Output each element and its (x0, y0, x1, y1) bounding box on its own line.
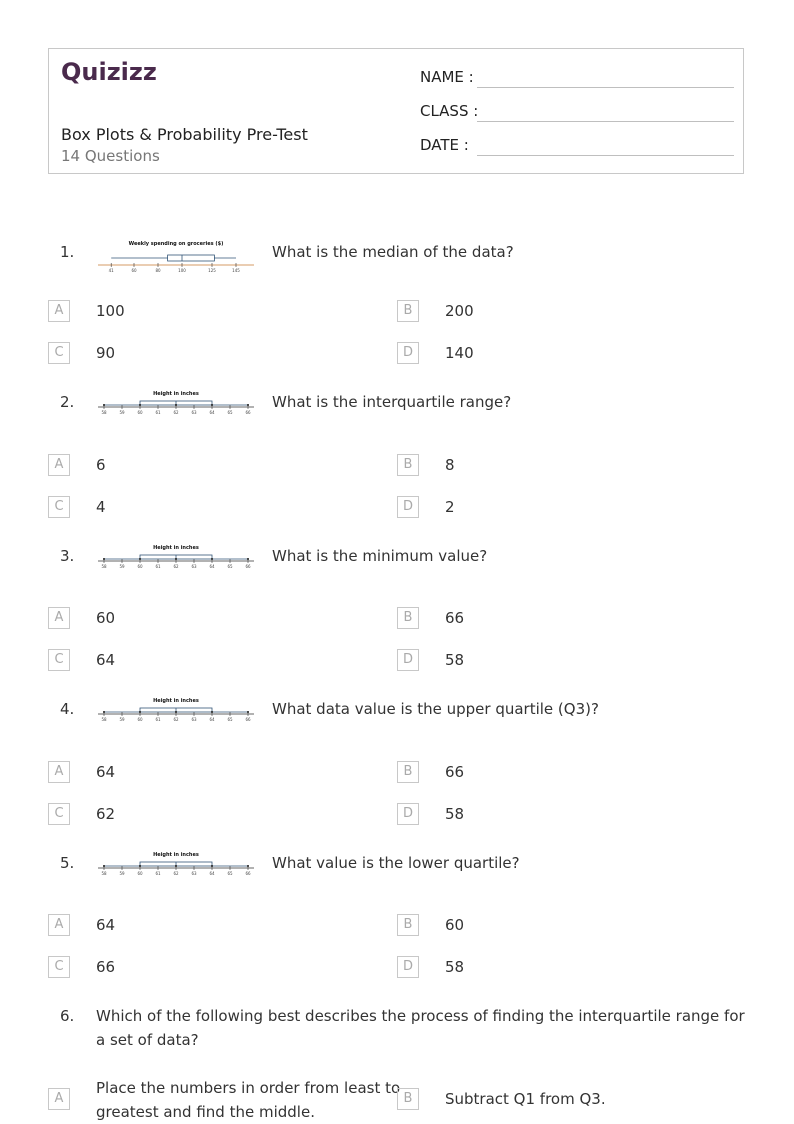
figure-title: Height in inches (153, 852, 199, 858)
tick-label: 64 (209, 717, 215, 722)
tick-label: 66 (245, 717, 251, 722)
option-b-box[interactable]: B (397, 607, 419, 629)
option-d-box[interactable]: D (397, 956, 419, 978)
tick-label: 60 (137, 410, 143, 415)
option-d-box[interactable]: D (397, 496, 419, 518)
option-d-text[interactable]: 58 (445, 958, 465, 976)
tick-label: 64 (209, 410, 215, 415)
tick-label: 66 (245, 410, 251, 415)
option-a-box[interactable]: A (48, 1088, 70, 1110)
option-b-box[interactable]: B (397, 1088, 419, 1110)
tick-label: 62 (173, 564, 179, 569)
tick-label: 64 (209, 871, 215, 876)
date-field[interactable] (420, 134, 734, 158)
option-d-text[interactable]: 2 (445, 498, 455, 516)
option-c-box[interactable]: C (48, 496, 70, 518)
date-line[interactable] (477, 155, 734, 156)
option-c-text[interactable]: 4 (96, 498, 106, 516)
box (168, 255, 215, 261)
tick-label: 63 (191, 717, 197, 722)
boxplot-figure (96, 695, 256, 731)
tick-label: 61 (155, 717, 161, 722)
question-text: Which of the following best describes the process of finding the interquartile range for a set of data? (96, 1007, 745, 1049)
tick-label: 65 (227, 564, 233, 569)
quizizz-logo-mark (61, 57, 161, 87)
tick-label: 60 (137, 717, 143, 722)
tick-label: 58 (101, 410, 107, 415)
option-b-text[interactable]: 66 (445, 609, 465, 627)
option-b-text[interactable]: 8 (445, 456, 455, 474)
tick-label: 59 (119, 717, 125, 722)
option-c-box[interactable]: C (48, 803, 70, 825)
name-line[interactable] (477, 87, 734, 88)
worksheet-title: Box Plots & Probability Pre-Test (61, 125, 308, 144)
option-b-text[interactable]: Subtract Q1 from Q3. (445, 1090, 606, 1108)
option-b-text[interactable]: 200 (445, 302, 474, 320)
tick-label: 66 (245, 564, 251, 569)
option-a-box[interactable]: A (48, 761, 70, 783)
boxplot-figure (96, 542, 256, 578)
tick-label: 125 (208, 268, 216, 273)
figure-title: Weekly spending on groceries ($) (128, 241, 224, 247)
option-d-text[interactable]: 58 (445, 805, 465, 823)
option-c-text[interactable]: 90 (96, 344, 116, 362)
question-number: 1. (60, 243, 75, 261)
boxplot-figure (96, 388, 256, 424)
question-number: 6. (60, 1007, 75, 1025)
option-b-box[interactable]: B (397, 300, 419, 322)
figure-title: Height in inches (153, 698, 199, 704)
tick-label: 62 (173, 717, 179, 722)
tick-label: 63 (191, 871, 197, 876)
tick-label: 62 (173, 410, 179, 415)
tick-label: 58 (101, 717, 107, 722)
tick-label: 62 (173, 871, 179, 876)
option-a-text[interactable]: 64 (96, 916, 116, 934)
option-c-text[interactable]: 62 (96, 805, 116, 823)
option-d-box[interactable]: D (397, 803, 419, 825)
question-number: 3. (60, 547, 75, 565)
tick-label: 63 (191, 564, 197, 569)
brand-text: Quizizz (61, 58, 157, 86)
tick-label: 41 (108, 268, 114, 273)
name-label: NAME : (420, 68, 474, 86)
tick-label: 63 (191, 410, 197, 415)
question-number: 2. (60, 393, 75, 411)
option-b-box[interactable]: B (397, 454, 419, 476)
option-a-box[interactable]: A (48, 300, 70, 322)
date-label: DATE : (420, 136, 469, 154)
figure-title: Height in inches (153, 391, 199, 397)
question-text: What is the median of the data? (272, 243, 514, 261)
tick-label: 60 (137, 871, 143, 876)
tick-label: 61 (155, 871, 161, 876)
option-c-text[interactable]: 66 (96, 958, 116, 976)
option-c-box[interactable]: C (48, 342, 70, 364)
tick-label: 61 (155, 410, 161, 415)
tick-label: 58 (101, 564, 107, 569)
option-c-text[interactable]: 64 (96, 651, 116, 669)
question-text: What data value is the upper quartile (Q3)? (272, 700, 599, 718)
class-line[interactable] (477, 121, 734, 122)
option-b-box[interactable]: B (397, 914, 419, 936)
option-a-text[interactable]: Place the numbers in order from least to greatest and find the middle. (96, 1079, 401, 1121)
tick-label: 58 (101, 871, 107, 876)
option-b-box[interactable]: B (397, 761, 419, 783)
option-d-box[interactable]: D (397, 649, 419, 671)
figure-title: Height in inches (153, 545, 199, 551)
option-a-box[interactable]: A (48, 454, 70, 476)
tick-label: 65 (227, 871, 233, 876)
quizizz-logo (61, 57, 161, 91)
question-text: What is the minimum value? (272, 547, 488, 565)
tick-label: 61 (155, 564, 161, 569)
option-d-text[interactable]: 58 (445, 651, 465, 669)
option-a-text[interactable]: 6 (96, 456, 106, 474)
option-a-box[interactable]: A (48, 607, 70, 629)
tick-label: 59 (119, 410, 125, 415)
class-label: CLASS : (420, 102, 479, 120)
option-a-text[interactable]: 60 (96, 609, 116, 627)
option-a-text[interactable]: 100 (96, 302, 125, 320)
question-count: 14 Questions (61, 147, 160, 165)
question-text: What is the interquartile range? (272, 393, 512, 411)
option-d-box[interactable]: D (397, 342, 419, 364)
class-field[interactable] (420, 100, 734, 124)
question-text: What value is the lower quartile? (272, 854, 520, 872)
option-a-box[interactable]: A (48, 914, 70, 936)
option-b-text[interactable]: 66 (445, 763, 465, 781)
boxplot-figure (96, 849, 256, 885)
worksheet-header (48, 48, 744, 174)
option-b-text[interactable]: 60 (445, 916, 465, 934)
tick-label: 59 (119, 564, 125, 569)
tick-label: 80 (155, 268, 161, 273)
tick-label: 64 (209, 564, 215, 569)
question-number: 5. (60, 854, 75, 872)
tick-label: 65 (227, 717, 233, 722)
option-c-box[interactable]: C (48, 956, 70, 978)
option-a-text[interactable]: 64 (96, 763, 116, 781)
tick-label: 145 (232, 268, 240, 273)
question-number: 4. (60, 700, 75, 718)
tick-label: 100 (178, 268, 186, 273)
tick-label: 60 (131, 268, 137, 273)
tick-label: 65 (227, 410, 233, 415)
option-c-box[interactable]: C (48, 649, 70, 671)
name-field[interactable] (420, 66, 734, 90)
tick-label: 59 (119, 871, 125, 876)
boxplot-figure (96, 238, 256, 278)
tick-label: 60 (137, 564, 143, 569)
option-d-text[interactable]: 140 (445, 344, 474, 362)
tick-label: 66 (245, 871, 251, 876)
